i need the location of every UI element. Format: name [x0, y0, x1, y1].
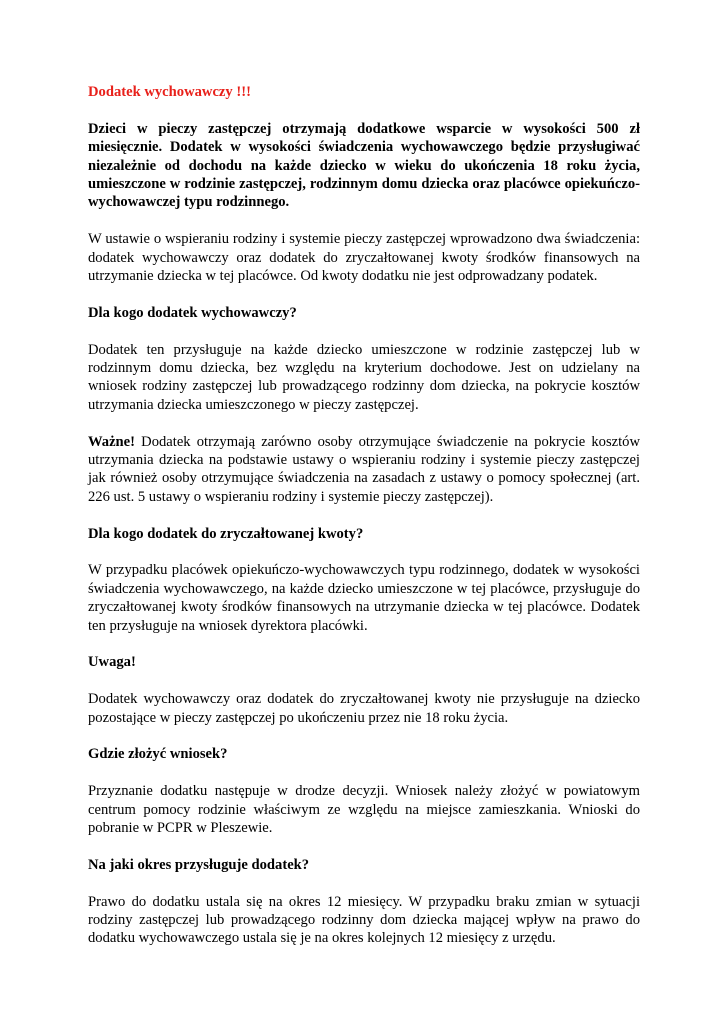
document-title: Dodatek wychowawczy !!! [88, 84, 251, 100]
important-paragraph [88, 433, 640, 507]
section-text-uwaga: Dodatek wychowawczy oraz dodatek do zryczałtowanej kwoty nie przysługuje na dziecko pozostające w pieczy zastępczej po ukończeniu przez nie 18 roku życia. [88, 691, 640, 726]
important-text: Dodatek otrzymają zarówno osoby otrzymujące świadczenie na pokrycie kosztów utrzymania dziecka na podstawie ustawy o wspieraniu rodziny i systemie pieczy zastępczej jak również osoby otrzymujące świadczenia na zasadach z ustawy o pomocy społecznej (art. 226 ust. 5 ustawy o wspieraniu rodziny i systemie pieczy zastępczej). [88, 433, 640, 505]
section-heading-okres: Na jaki okres przysługuje dodatek? [88, 856, 310, 873]
document-page [88, 83, 640, 948]
section-heading-zryczaltowana-kwota: Dla kogo dodatek do zryczałtowanej kwoty? [88, 525, 364, 542]
section-heading-gdzie-zlozyc: Gdzie złożyć wniosek? [88, 746, 228, 763]
important-label: Ważne! [88, 433, 136, 450]
section-text-zryczaltowana-kwota: W przypadku placówek opiekuńczo-wychowawczych typu rodzinnego, dodatek w wysokości świadczenia wychowawczego, na każde dziecko umieszczone w tej placówce, przysługuje do zryczałtowanej kwoty środków finansowych na utrzymanie dziecka w tej placówce. Dodatek ten przysługuje na wniosek dyrektora placówki. [88, 562, 640, 634]
section-text-okres: Prawo do dodatku ustala się na okres 12 miesięcy. W przypadku braku zmian w sytuacji rodziny zastępczej lub prowadzącego rodzinny dom dziecka mającej wpływ na prawo do dodatku wychowawczego ustala się je na okres kolejnych 12 miesięcy z urzędu. [88, 893, 640, 947]
intro-bold-paragraph: Dzieci w pieczy zastępczej otrzymają dodatkowe wsparcie w wysokości 500 zł miesięcznie. Dodatek w wysokości świadczenia wychowawczego będzie przysługiwać niezależnie od dochodu na każde dziecko w wieku do ukończenia 18 roku życia, umieszczone w rodzinie zastępczej, rodzinnym domu dziecka oraz placówce opiekuńczo-wychowawczej typu rodzinnego. [88, 120, 640, 211]
section-text-dodatek-wychowawczy: Dodatek ten przysługuje na każde dziecko umieszczone w rodzinie zastępczej lub w rodzinnym domu dziecka, bez względu na kryterium dochodowe. Jest on udzielany na wniosek rodziny zastępczej lub prowadzącego rodzinny dom dziecka, na pokrycie kosztów utrzymania dziecka umieszczonego w pieczy zastępczej. [88, 341, 640, 413]
section-heading-dodatek-wychowawczy: Dla kogo dodatek wychowawczy? [88, 304, 297, 321]
section-text-gdzie-zlozyc: Przyznanie dodatku następuje w drodze decyzji. Wniosek należy złożyć w powiatowym centrum pomocy rodzinie właściwym ze względu na miejsce zamieszkania. Wnioski do pobranie w PCPR w Pleszewie. [88, 783, 640, 837]
section-heading-uwaga: Uwaga! [88, 654, 136, 671]
intro-paragraph: W ustawie o wspieraniu rodziny i systemie pieczy zastępczej wprowadzono dwa świadczenia: dodatek wychowawczy oraz dodatek do zryczałtowanej kwoty środków finansowych na utrzymanie dziecka w tej placówce. Od kwoty dodatku nie jest odprowadzany podatek. [88, 231, 640, 285]
